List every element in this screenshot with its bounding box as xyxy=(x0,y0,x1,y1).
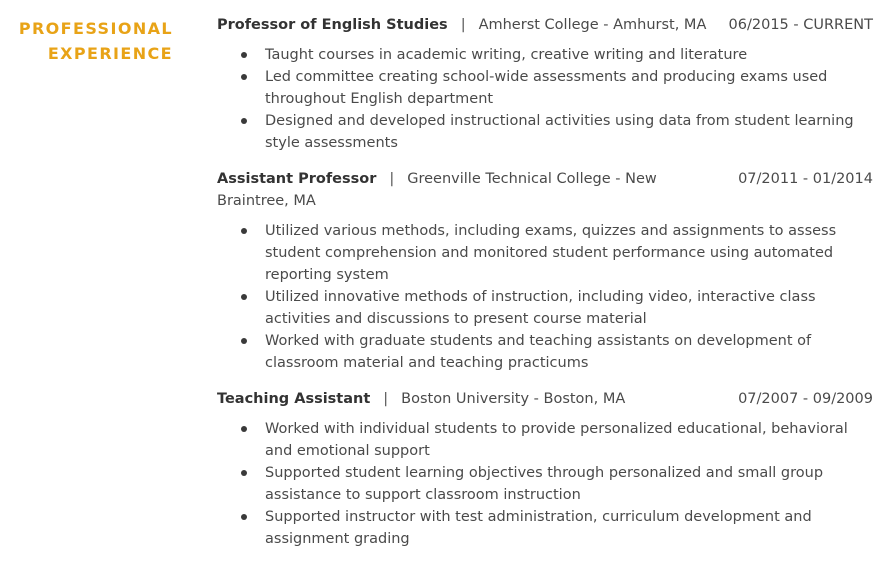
duty-item: Utilized innovative methods of instruction, including video, interactive class activities and discussions to present course material xyxy=(265,286,873,330)
experience-list xyxy=(217,14,873,564)
job-dates: 07/2011 - 01/2014 xyxy=(738,171,873,187)
job-company: Amherst College - Amhurst, MA xyxy=(478,17,707,33)
separator: | xyxy=(460,17,466,33)
job-company: Greenville Technical College - New Braintree, MA xyxy=(217,171,657,209)
job-title: Teaching Assistant xyxy=(217,391,371,407)
duty-item: Supported instructor with test administration, curriculum development and assignment grading xyxy=(265,506,873,550)
separator: | xyxy=(383,391,389,407)
duty-item: Supported student learning objectives through personalized and small group assistance to support classroom instruction xyxy=(265,462,873,506)
job-dates: 06/2015 - CURRENT xyxy=(728,17,873,33)
job-title: Assistant Professor xyxy=(217,171,377,187)
duty-list xyxy=(217,220,873,374)
section-title xyxy=(0,16,173,66)
section-title-line-1: PROFESSIONAL xyxy=(18,19,173,38)
duty-item: Designed and developed instructional activities using data from student learning style assessments xyxy=(265,110,873,154)
duty-list xyxy=(217,418,873,550)
job-title: Professor of English Studies xyxy=(217,17,448,33)
job-dates: 07/2007 - 09/2009 xyxy=(738,391,873,407)
job-header xyxy=(217,168,873,212)
duty-list xyxy=(217,44,873,154)
job-entry xyxy=(217,14,873,154)
duty-item: Worked with graduate students and teaching assistants on development of classroom material and teaching practicums xyxy=(265,330,873,374)
job-entry xyxy=(217,388,873,550)
job-entry xyxy=(217,168,873,374)
job-header xyxy=(217,388,873,410)
duty-item: Utilized various methods, including exams, quizzes and assignments to assess student comprehension and monitored student performance using automated reporting system xyxy=(265,220,873,286)
job-company: Boston University - Boston, MA xyxy=(401,391,626,407)
duty-item: Worked with individual students to provide personalized educational, behavioral and emotional support xyxy=(265,418,873,462)
separator: | xyxy=(389,171,395,187)
duty-item: Taught courses in academic writing, creative writing and literature xyxy=(265,44,873,66)
section-title-line-2: EXPERIENCE xyxy=(47,44,173,63)
job-header xyxy=(217,14,873,36)
duty-item: Led committee creating school-wide assessments and producing exams used throughout English department xyxy=(265,66,873,110)
